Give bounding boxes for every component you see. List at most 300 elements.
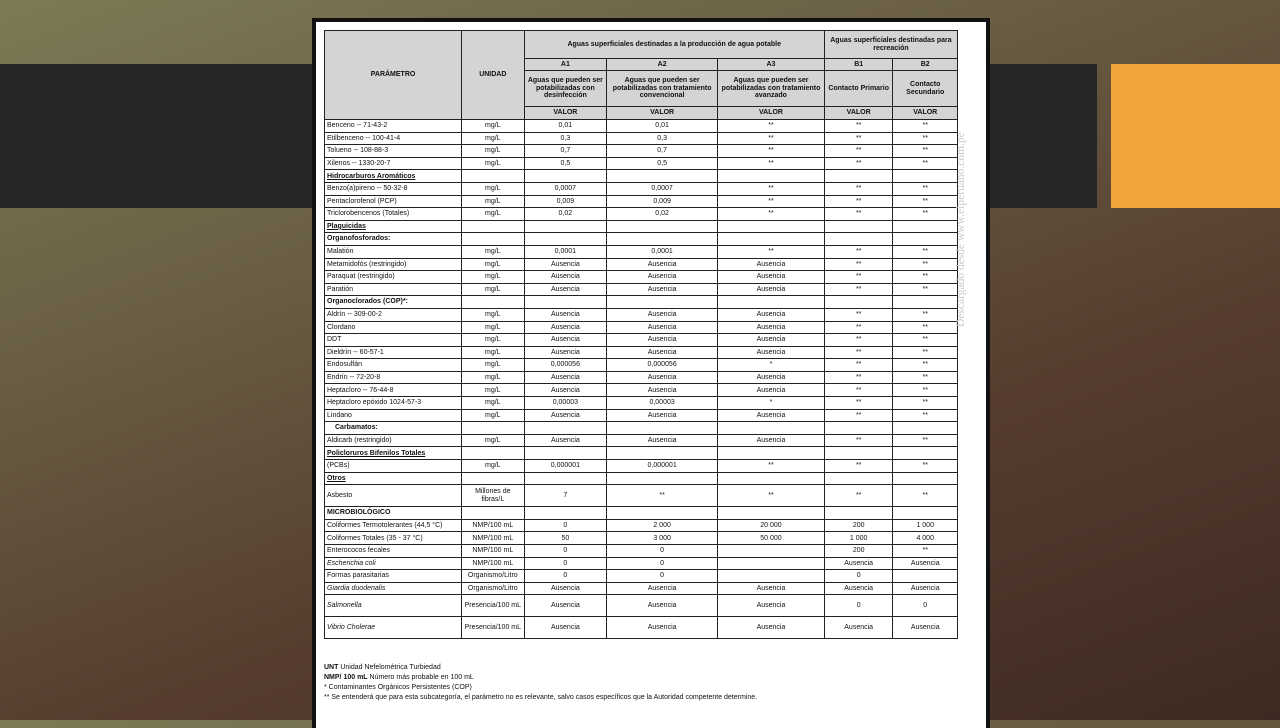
value-cell: Ausencia bbox=[607, 271, 718, 284]
value-cell: Ausencia bbox=[607, 409, 718, 422]
value-cell: ** bbox=[893, 545, 958, 558]
unit-cell: mg/L bbox=[462, 397, 524, 410]
empty-cell bbox=[893, 447, 958, 460]
value-cell: 0,7 bbox=[524, 145, 607, 158]
value-cell: ** bbox=[893, 157, 958, 170]
value-cell: * bbox=[718, 397, 825, 410]
parameter-name: Xilenos -- 1330-20-7 bbox=[325, 157, 462, 170]
table-section-row bbox=[325, 170, 958, 183]
empty-cell bbox=[524, 233, 607, 246]
table-section-row bbox=[325, 233, 958, 246]
header-valor: VALOR bbox=[824, 107, 893, 120]
value-cell: 0 bbox=[893, 595, 958, 617]
table-row bbox=[325, 595, 958, 617]
value-cell: Ausencia bbox=[524, 371, 607, 384]
value-cell: ** bbox=[824, 485, 893, 507]
unit-cell: mg/L bbox=[462, 271, 524, 284]
value-cell: ** bbox=[718, 157, 825, 170]
value-cell: 0,00003 bbox=[524, 397, 607, 410]
value-cell: Ausencia bbox=[824, 582, 893, 595]
value-cell: 4 000 bbox=[893, 532, 958, 545]
table-row bbox=[325, 582, 958, 595]
table-section-row bbox=[325, 507, 958, 520]
table-row bbox=[325, 460, 958, 473]
footnote-line bbox=[324, 683, 964, 693]
value-cell: Ausencia bbox=[607, 582, 718, 595]
table-row bbox=[325, 384, 958, 397]
table-row bbox=[325, 570, 958, 583]
empty-cell bbox=[607, 233, 718, 246]
value-cell: 0,01 bbox=[607, 120, 718, 133]
parameter-name: Escherichia coli bbox=[325, 557, 462, 570]
value-cell: ** bbox=[824, 245, 893, 258]
value-cell: 0,000056 bbox=[607, 359, 718, 372]
value-cell: 0,000056 bbox=[524, 359, 607, 372]
table-row bbox=[325, 545, 958, 558]
value-cell: 0 bbox=[607, 545, 718, 558]
header-unidad: UNIDAD bbox=[462, 31, 524, 120]
value-cell: 0,02 bbox=[607, 208, 718, 221]
footnotes bbox=[324, 663, 964, 703]
value-cell: ** bbox=[824, 132, 893, 145]
table-row bbox=[325, 245, 958, 258]
table-row bbox=[325, 321, 958, 334]
value-cell: Ausencia bbox=[824, 557, 893, 570]
empty-cell bbox=[524, 422, 607, 435]
value-cell: 0,0007 bbox=[607, 182, 718, 195]
value-cell: ** bbox=[718, 120, 825, 133]
unit-cell: mg/L bbox=[462, 371, 524, 384]
value-cell: 20 000 bbox=[718, 519, 825, 532]
value-cell: 0,009 bbox=[524, 195, 607, 208]
empty-cell bbox=[524, 507, 607, 520]
value-cell: ** bbox=[893, 321, 958, 334]
empty-cell bbox=[824, 220, 893, 233]
value-cell: Ausencia bbox=[718, 321, 825, 334]
value-cell: 0,0001 bbox=[524, 245, 607, 258]
water-quality-table bbox=[324, 30, 958, 639]
value-cell: ** bbox=[893, 283, 958, 296]
footnote-text: Unidad Nefelométrica Turbiedad bbox=[338, 664, 441, 671]
value-cell: Ausencia bbox=[524, 617, 607, 639]
table-row bbox=[325, 617, 958, 639]
table-row bbox=[325, 532, 958, 545]
footnote-text: * Contaminantes Orgánicos Persistentes (COP) bbox=[324, 684, 472, 691]
empty-cell bbox=[893, 422, 958, 435]
value-cell: ** bbox=[893, 258, 958, 271]
value-cell: ** bbox=[718, 245, 825, 258]
parameter-name: Pentaclorofenol (PCP) bbox=[325, 195, 462, 208]
table-section-row bbox=[325, 220, 958, 233]
parameter-name: Aldrín -- 309-00-2 bbox=[325, 308, 462, 321]
header-description: Contacto Secundario bbox=[893, 71, 958, 107]
value-cell: ** bbox=[893, 346, 958, 359]
unit-cell: mg/L bbox=[462, 384, 524, 397]
table-row bbox=[325, 371, 958, 384]
header-code: A2 bbox=[607, 59, 718, 71]
parameter-name: Lindano bbox=[325, 409, 462, 422]
value-cell: Ausencia bbox=[524, 582, 607, 595]
unit-cell: mg/L bbox=[462, 308, 524, 321]
empty-cell bbox=[893, 296, 958, 309]
parameter-name: Vibrio Cholerae bbox=[325, 617, 462, 639]
value-cell: ** bbox=[824, 308, 893, 321]
unit-cell: mg/L bbox=[462, 195, 524, 208]
value-cell: Ausencia bbox=[607, 346, 718, 359]
empty-cell bbox=[607, 507, 718, 520]
section-label: Hidrocarburos Aromáticos bbox=[325, 170, 462, 183]
empty-cell bbox=[893, 170, 958, 183]
empty-cell bbox=[462, 507, 524, 520]
value-cell: ** bbox=[893, 245, 958, 258]
value-cell: Ausencia bbox=[524, 434, 607, 447]
table-row bbox=[325, 157, 958, 170]
value-cell: 0,02 bbox=[524, 208, 607, 221]
value-cell: ** bbox=[893, 308, 958, 321]
header-group-b: Aguas superficiales destinadas para recreación bbox=[824, 31, 957, 59]
empty-cell bbox=[607, 220, 718, 233]
empty-cell bbox=[462, 447, 524, 460]
empty-cell bbox=[607, 472, 718, 485]
header-valor: VALOR bbox=[718, 107, 825, 120]
value-cell: ** bbox=[893, 132, 958, 145]
value-cell: Ausencia bbox=[607, 595, 718, 617]
parameter-name: Triclorobencenos (Totales) bbox=[325, 208, 462, 221]
parameter-name: Endrín -- 72-20-8 bbox=[325, 371, 462, 384]
value-cell: Ausencia bbox=[718, 346, 825, 359]
parameter-name: Coliformes Totales (35 - 37 °C) bbox=[325, 532, 462, 545]
value-cell: ** bbox=[607, 485, 718, 507]
value-cell: Ausencia bbox=[607, 283, 718, 296]
table-section-row bbox=[325, 296, 958, 309]
value-cell: ** bbox=[824, 371, 893, 384]
value-cell: Ausencia bbox=[718, 271, 825, 284]
value-cell: Ausencia bbox=[718, 434, 825, 447]
value-cell: 0,5 bbox=[607, 157, 718, 170]
table-row bbox=[325, 409, 958, 422]
value-cell: * bbox=[718, 359, 825, 372]
value-cell: Ausencia bbox=[718, 617, 825, 639]
table-row bbox=[325, 359, 958, 372]
table-row bbox=[325, 182, 958, 195]
value-cell: ** bbox=[824, 384, 893, 397]
value-cell: ** bbox=[893, 409, 958, 422]
value-cell: 0,009 bbox=[607, 195, 718, 208]
value-cell: 0,000001 bbox=[524, 460, 607, 473]
value-cell: ** bbox=[824, 195, 893, 208]
parameter-name: Etilbenceno -- 100-41-4 bbox=[325, 132, 462, 145]
section-label: Policloruros Bifenilos Totales bbox=[325, 447, 462, 460]
value-cell: Ausencia bbox=[524, 283, 607, 296]
unit-cell: mg/L bbox=[462, 346, 524, 359]
section-label: MICROBIOLÓGICO bbox=[325, 507, 462, 520]
value-cell: Ausencia bbox=[607, 617, 718, 639]
value-cell: Ausencia bbox=[824, 617, 893, 639]
value-cell: ** bbox=[824, 258, 893, 271]
document-page bbox=[316, 22, 986, 728]
header-description: Contacto Primario bbox=[824, 71, 893, 107]
footnote-line bbox=[324, 673, 964, 683]
parameter-name: Benzo(a)pireno -- 50-32-8 bbox=[325, 182, 462, 195]
value-cell: ** bbox=[824, 334, 893, 347]
value-cell: Ausencia bbox=[718, 334, 825, 347]
header-valor: VALOR bbox=[607, 107, 718, 120]
parameter-name: Coliformes Termotolerantes (44,5 °C) bbox=[325, 519, 462, 532]
value-cell: Ausencia bbox=[607, 434, 718, 447]
empty-cell bbox=[718, 170, 825, 183]
parameter-name: Salmonella bbox=[325, 595, 462, 617]
value-cell: ** bbox=[718, 485, 825, 507]
value-cell: 7 bbox=[524, 485, 607, 507]
empty-cell bbox=[607, 422, 718, 435]
unit-cell: mg/L bbox=[462, 132, 524, 145]
value-cell: ** bbox=[893, 371, 958, 384]
value-cell: ** bbox=[824, 434, 893, 447]
parameter-name: Paraquat (restringido) bbox=[325, 271, 462, 284]
value-cell: ** bbox=[824, 321, 893, 334]
parameter-name: Malatión bbox=[325, 245, 462, 258]
unit-cell: Presencia/100 mL bbox=[462, 617, 524, 639]
unit-cell: NMP/100 mL bbox=[462, 532, 524, 545]
document-frame bbox=[312, 18, 990, 728]
value-cell: 200 bbox=[824, 519, 893, 532]
table-row bbox=[325, 346, 958, 359]
watermark-text: Descargado desde www.elperuano.com.pe bbox=[955, 132, 967, 328]
value-cell: Ausencia bbox=[893, 617, 958, 639]
header-description: Aguas que pueden ser potabilizadas con desinfección bbox=[524, 71, 607, 107]
value-cell: 0 bbox=[524, 545, 607, 558]
value-cell bbox=[718, 557, 825, 570]
value-cell: 0,00003 bbox=[607, 397, 718, 410]
unit-cell: NMP/100 mL bbox=[462, 519, 524, 532]
empty-cell bbox=[824, 472, 893, 485]
value-cell: 0,3 bbox=[607, 132, 718, 145]
empty-cell bbox=[718, 507, 825, 520]
unit-cell: mg/L bbox=[462, 321, 524, 334]
value-cell: 0 bbox=[524, 519, 607, 532]
section-label: Organoclorados (COP)*: bbox=[325, 296, 462, 309]
value-cell: 0,0001 bbox=[607, 245, 718, 258]
value-cell: ** bbox=[893, 208, 958, 221]
section-label: Carbamatos: bbox=[325, 422, 462, 435]
empty-cell bbox=[462, 233, 524, 246]
table-section-row bbox=[325, 447, 958, 460]
unit-cell: mg/L bbox=[462, 334, 524, 347]
footnote-text: Número más probable en 100 mL bbox=[367, 674, 474, 681]
value-cell: ** bbox=[893, 120, 958, 133]
empty-cell bbox=[893, 507, 958, 520]
background-band-orange bbox=[1111, 64, 1280, 208]
value-cell: 0,000001 bbox=[607, 460, 718, 473]
value-cell: ** bbox=[893, 334, 958, 347]
empty-cell bbox=[462, 296, 524, 309]
footnote-text: ** Se entenderá que para esta subcategoría, el parámetro no es relevante, salvo casos específicos que la Autoridad competente determine. bbox=[324, 694, 758, 701]
header-valor: VALOR bbox=[893, 107, 958, 120]
empty-cell bbox=[824, 233, 893, 246]
value-cell: ** bbox=[893, 182, 958, 195]
value-cell: Ausencia bbox=[524, 271, 607, 284]
parameter-name: (PCBs) bbox=[325, 460, 462, 473]
empty-cell bbox=[718, 447, 825, 460]
value-cell: Ausencia bbox=[718, 283, 825, 296]
empty-cell bbox=[607, 447, 718, 460]
table-row bbox=[325, 145, 958, 158]
parameter-name: Aldicarb (restringido) bbox=[325, 434, 462, 447]
value-cell: ** bbox=[893, 195, 958, 208]
value-cell: Ausencia bbox=[524, 308, 607, 321]
parameter-name: Formas parasitarias bbox=[325, 570, 462, 583]
unit-cell: mg/L bbox=[462, 157, 524, 170]
header-code: A3 bbox=[718, 59, 825, 71]
empty-cell bbox=[824, 507, 893, 520]
unit-cell: Presencia/100 mL bbox=[462, 595, 524, 617]
value-cell: ** bbox=[824, 283, 893, 296]
value-cell: ** bbox=[824, 359, 893, 372]
value-cell: ** bbox=[718, 460, 825, 473]
value-cell: 0 bbox=[824, 595, 893, 617]
value-cell: ** bbox=[893, 145, 958, 158]
value-cell: ** bbox=[824, 145, 893, 158]
parameter-name: Heptacloro -- 76-44-8 bbox=[325, 384, 462, 397]
value-cell: ** bbox=[824, 460, 893, 473]
value-cell: 1 000 bbox=[893, 519, 958, 532]
value-cell: 50 000 bbox=[718, 532, 825, 545]
unit-cell: mg/L bbox=[462, 208, 524, 221]
table-row bbox=[325, 271, 958, 284]
unit-cell: mg/L bbox=[462, 182, 524, 195]
value-cell: ** bbox=[824, 182, 893, 195]
value-cell: 200 bbox=[824, 545, 893, 558]
table-row bbox=[325, 434, 958, 447]
unit-cell: mg/L bbox=[462, 245, 524, 258]
empty-cell bbox=[524, 170, 607, 183]
parameter-name: DDT bbox=[325, 334, 462, 347]
empty-cell bbox=[524, 220, 607, 233]
value-cell bbox=[718, 570, 825, 583]
value-cell bbox=[893, 570, 958, 583]
section-label: Organofosforados: bbox=[325, 233, 462, 246]
table-row bbox=[325, 308, 958, 321]
value-cell: 0 bbox=[824, 570, 893, 583]
header-description: Aguas que pueden ser potabilizadas con tratamiento convencional bbox=[607, 71, 718, 107]
header-valor: VALOR bbox=[524, 107, 607, 120]
empty-cell bbox=[607, 296, 718, 309]
empty-cell bbox=[718, 472, 825, 485]
parameter-name: Tolueno -- 108-88-3 bbox=[325, 145, 462, 158]
empty-cell bbox=[462, 170, 524, 183]
table-section-row bbox=[325, 472, 958, 485]
empty-cell bbox=[524, 447, 607, 460]
value-cell: ** bbox=[718, 145, 825, 158]
footnote-line bbox=[324, 663, 964, 673]
value-cell: ** bbox=[893, 460, 958, 473]
value-cell: 0 bbox=[524, 557, 607, 570]
parameter-name: Dieldrín -- 60-57-1 bbox=[325, 346, 462, 359]
table-row bbox=[325, 557, 958, 570]
unit-cell: mg/L bbox=[462, 283, 524, 296]
value-cell: ** bbox=[824, 208, 893, 221]
empty-cell bbox=[824, 422, 893, 435]
table-row bbox=[325, 195, 958, 208]
header-group-a: Aguas superficiales destinadas a la producción de agua potable bbox=[524, 31, 824, 59]
unit-cell: NMP/100 mL bbox=[462, 545, 524, 558]
value-cell: 50 bbox=[524, 532, 607, 545]
value-cell: 0 bbox=[524, 570, 607, 583]
unit-cell: mg/L bbox=[462, 359, 524, 372]
empty-cell bbox=[893, 233, 958, 246]
value-cell: Ausencia bbox=[607, 371, 718, 384]
value-cell: Ausencia bbox=[718, 595, 825, 617]
parameter-name: Metamidofós (restringido) bbox=[325, 258, 462, 271]
parameter-name: Benceno -- 71-43-2 bbox=[325, 120, 462, 133]
empty-cell bbox=[893, 472, 958, 485]
value-cell: ** bbox=[824, 346, 893, 359]
value-cell: 0,3 bbox=[524, 132, 607, 145]
header-description: Aguas que pueden ser potabilizadas con tratamiento avanzado bbox=[718, 71, 825, 107]
section-label: Plaguicidas bbox=[325, 220, 462, 233]
unit-cell: mg/L bbox=[462, 434, 524, 447]
table-row bbox=[325, 397, 958, 410]
value-cell: 0 bbox=[607, 570, 718, 583]
header-parametro: PARÁMETRO bbox=[325, 31, 462, 120]
value-cell: ** bbox=[718, 208, 825, 221]
value-cell: Ausencia bbox=[718, 258, 825, 271]
value-cell: Ausencia bbox=[893, 582, 958, 595]
parameter-name: Endosulfán bbox=[325, 359, 462, 372]
table-row bbox=[325, 485, 958, 507]
unit-cell: mg/L bbox=[462, 258, 524, 271]
unit-cell: mg/L bbox=[462, 460, 524, 473]
unit-cell: Organismo/Litro bbox=[462, 570, 524, 583]
value-cell: Ausencia bbox=[607, 321, 718, 334]
value-cell: 2 000 bbox=[607, 519, 718, 532]
value-cell: Ausencia bbox=[718, 384, 825, 397]
footnote-term: UNT bbox=[324, 664, 339, 671]
table-row bbox=[325, 334, 958, 347]
empty-cell bbox=[524, 296, 607, 309]
value-cell: ** bbox=[893, 485, 958, 507]
unit-cell: mg/L bbox=[462, 120, 524, 133]
value-cell: ** bbox=[718, 132, 825, 145]
value-cell: ** bbox=[718, 195, 825, 208]
value-cell: 1 000 bbox=[824, 532, 893, 545]
value-cell bbox=[718, 545, 825, 558]
value-cell: ** bbox=[718, 182, 825, 195]
value-cell: ** bbox=[824, 409, 893, 422]
value-cell: ** bbox=[824, 271, 893, 284]
footnote-term: NMP/ 100 mL bbox=[324, 674, 368, 681]
table-row bbox=[325, 519, 958, 532]
parameter-name: Heptacloro epóxido 1024-57-3 bbox=[325, 397, 462, 410]
value-cell: Ausencia bbox=[524, 384, 607, 397]
empty-cell bbox=[718, 220, 825, 233]
empty-cell bbox=[718, 233, 825, 246]
empty-cell bbox=[462, 472, 524, 485]
value-cell: 0,5 bbox=[524, 157, 607, 170]
value-cell: 3 000 bbox=[607, 532, 718, 545]
empty-cell bbox=[524, 472, 607, 485]
value-cell: Ausencia bbox=[524, 258, 607, 271]
empty-cell bbox=[893, 220, 958, 233]
value-cell: ** bbox=[893, 384, 958, 397]
unit-cell: Organismo/Litro bbox=[462, 582, 524, 595]
value-cell: Ausencia bbox=[524, 346, 607, 359]
header-code: B1 bbox=[824, 59, 893, 71]
value-cell: 0,0007 bbox=[524, 182, 607, 195]
value-cell: Ausencia bbox=[893, 557, 958, 570]
value-cell: Ausencia bbox=[524, 595, 607, 617]
footnote-line bbox=[324, 693, 964, 703]
